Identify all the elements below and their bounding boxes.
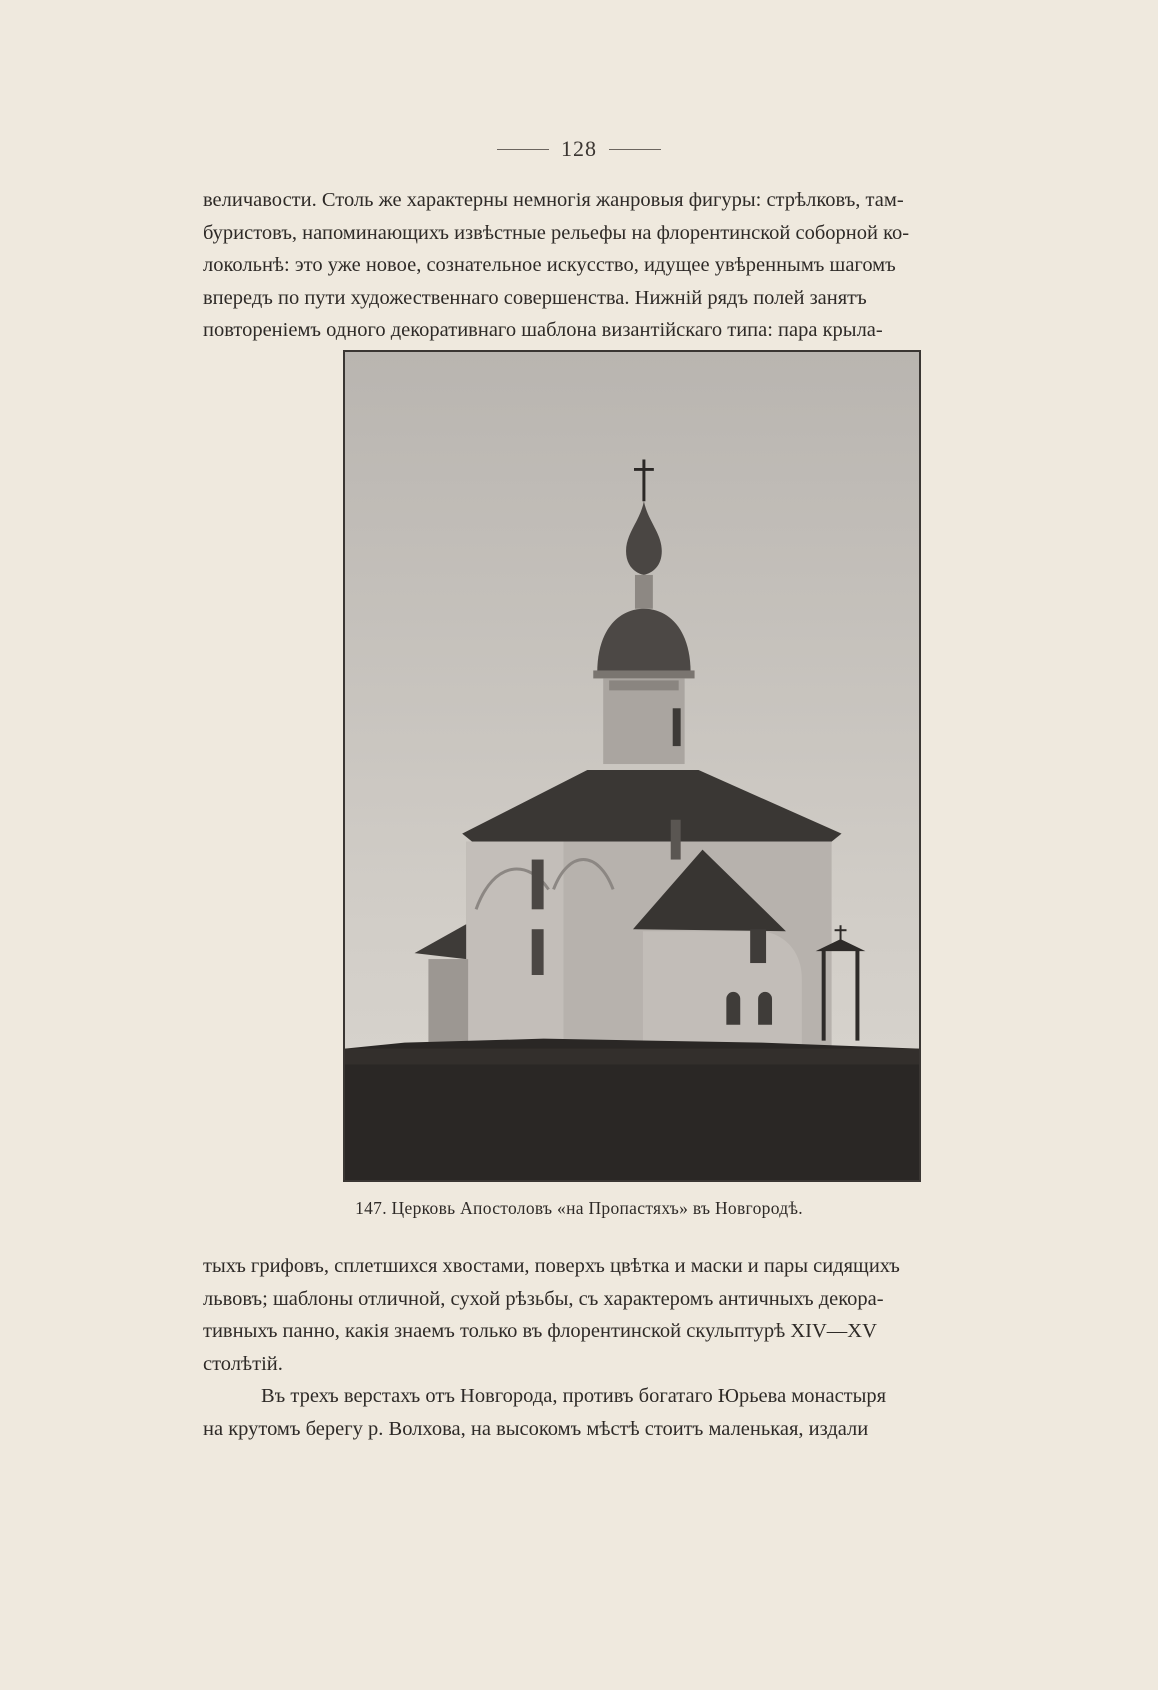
- figure-caption: 147. Церковь Апостоловъ «на Пропастяхъ» въ Новгородѣ.: [355, 1198, 803, 1218]
- text-line: величавости. Столь же характерны немногія жанровыя фигуры: стрѣлковъ, там-: [203, 189, 904, 211]
- text-line: столѣтій.: [203, 1352, 283, 1375]
- text-line: локольнѣ: это уже новое, сознательное искусство, идущее увѣреннымъ шагомъ: [203, 254, 896, 276]
- page-header: [0, 136, 1158, 162]
- text-line: львовъ; шаблоны отличной, сухой рѣзьбы, съ характеромъ античныхъ декора-: [203, 1287, 884, 1310]
- header-rule-right: [609, 149, 661, 150]
- text-line: тыхъ грифовъ, сплетшихся хвостами, поверхъ цвѣтка и маски и пары сидящихъ: [203, 1255, 900, 1277]
- text-line: тивныхъ панно, какія знаемъ только въ флорентинской скульптурѣ XIV—XV: [203, 1320, 877, 1342]
- paragraph-bottom: [203, 1250, 1053, 1380]
- paragraph-top: [203, 184, 1053, 347]
- text-line: буристовъ, напоминающихъ извѣстные рельефы на флорентинской соборной ко-: [203, 221, 910, 244]
- page-number: 128: [561, 136, 597, 161]
- church-photograph: [343, 350, 921, 1182]
- paragraph-next: [203, 1380, 1053, 1445]
- text-line: впередъ по пути художественнаго совершенства. Нижній рядъ полей занятъ: [203, 286, 867, 309]
- text-line: на крутомъ берегу р. Волхова, на высокомъ мѣстѣ стоитъ маленькая, издали: [203, 1417, 869, 1440]
- text-line: повтореніемъ одного декоративнаго шаблона византійскаго типа: пара крыла-: [203, 319, 883, 341]
- header-rule-left: [497, 149, 549, 150]
- text-line: Въ трехъ верстахъ отъ Новгорода, противъ богатаго Юрьева монастыря: [261, 1385, 887, 1407]
- church-illustration: [345, 352, 919, 1180]
